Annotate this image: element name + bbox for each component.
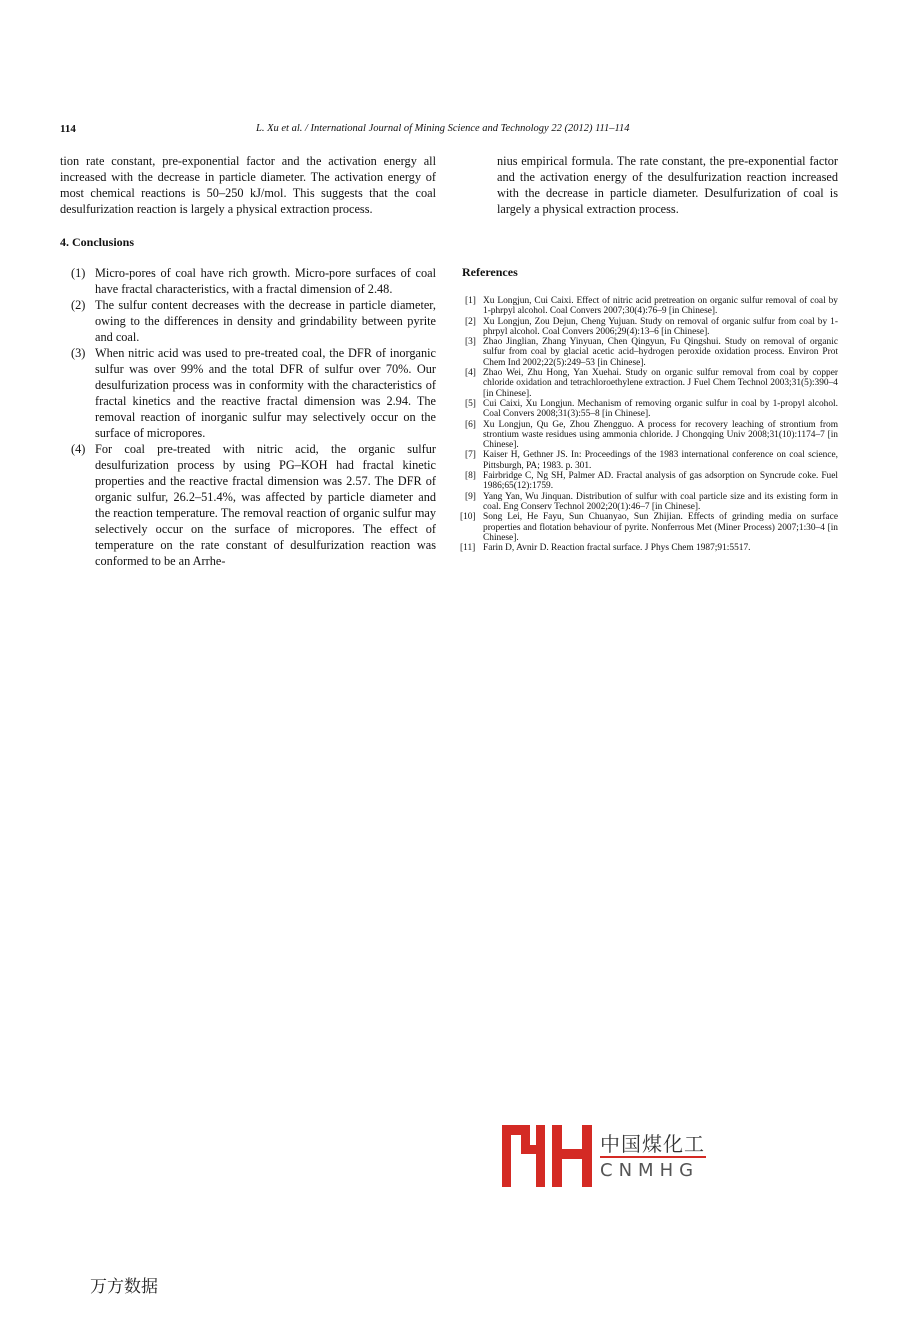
reference-item (462, 471, 838, 492)
reference-text: Fairbridge C, Ng SH, Palmer AD. Fractal analysis of gas adsorption on Syncrude coke. Fuel 1986;65(12):1759. (483, 471, 838, 492)
item-number: (1) (71, 266, 86, 280)
reference-number: [4] (465, 368, 476, 379)
reference-text: Farin D, Avnir D. Reaction fractal surface. J Phys Chem 1987;91:5517. (483, 543, 751, 554)
reference-number: [5] (465, 398, 476, 409)
reference-item (462, 399, 838, 420)
reference-text: Xu Longjun, Qu Ge, Zhou Zhengguo. A process for recovery leaching of strontium from strontium waste residues using ammonia chloride. J Chongqing Univ 2008;31(10):1174–7 [in Chinese]. (483, 419, 838, 451)
right-column (497, 153, 838, 217)
section-heading-conclusions: 4. Conclusions (60, 235, 135, 249)
conclusion-item (60, 441, 436, 569)
reference-text: Xu Longjun, Zou Dejun, Cheng Yujuan. Study on removal of organic sulfur from coal by 1-phrpyl alcohol. Coal Convers 2006;29(4):13–6 [in Chinese]. (483, 316, 838, 337)
footer-watermark: 万方数据 (90, 1277, 158, 1297)
reference-item (462, 543, 838, 553)
item-number: (4) (71, 442, 86, 456)
page-number: 114 (60, 123, 76, 135)
reference-number: [9] (465, 491, 476, 502)
reference-text: Zhao Jinglian, Zhang Yinyuan, Chen Qingyun, Fu Qingshui. Study on removal of organic sulfur from coal by glacial acetic acid–hydrogen peroxide oxidation process. Environ Prot Chem Ind 2002;22(5):249–53 [in Chinese]. (483, 337, 838, 368)
reference-number: [11] (460, 543, 476, 554)
logo-chinese-text: 中国煤化工 (600, 1132, 705, 1156)
reference-item (462, 317, 838, 338)
reference-number: [1] (465, 296, 476, 306)
reference-item (462, 296, 838, 317)
references-list (462, 296, 838, 553)
references-heading: References (462, 265, 518, 279)
conclusion-item (60, 345, 436, 441)
reference-text: Yang Yan, Wu Jinquan. Distribution of sulfur with coal particle size and its existing form in coal. Eng Conserv Technol 2002;20(1):46–7 [in Chinese]. (483, 491, 838, 512)
intro-paragraph: tion rate constant, pre-exponential factor and the activation energy all increased with the decrease in particle diameter. The activation energy of most chemical reactions is 50–250 kJ/mol. This suggests that the coal desulfurization reaction is largely a physical extraction process. (60, 154, 436, 216)
running-head: L. Xu et al. / International Journal of Mining Science and Technology 22 (2012) 111–114 (256, 123, 630, 134)
item-number: (2) (71, 298, 86, 312)
item-text: When nitric acid was used to pre-treated coal, the DFR of inorganic sulfur was over 99% and the total DFR of sulfur over 70%. Our desulfurization process was in conformity with the characteristics of fractal kinetics and the reactive fractal dimension was 2.94. The removal reaction of inorganic sulfur may selectively occur on the surface of micropores. (95, 346, 436, 440)
reference-item (462, 337, 838, 368)
item-text: For coal pre-treated with nitric acid, the organic sulfur desulfurization process by using PG–KOH had fractal kinetic properties and the reactive fractal dimension was 2.57. The DFR of organic sulfur, 26.2–51.4%, was affected by particle diameter and the reaction temperature. The removal reaction of organic sulfur may selectively occur on the surface of micropores. The effect of temperature on the rate constant of desulfurization reaction was conformed to be an Arrhe- (95, 442, 436, 568)
left-column (60, 153, 436, 569)
reference-item (462, 492, 838, 513)
reference-number: [7] (465, 450, 476, 461)
reference-text: Cui Caixi, Xu Longjun. Mechanism of removing organic sulfur in coal by 1-propyl alcohol. Coal Convers 2008;31(3):55–8 [in Chinese]. (483, 398, 838, 420)
cnmhg-logo-mark (502, 1125, 594, 1187)
reference-text: Kaiser H, Gethner JS. In: Proceedings of the 1983 international conference on coal science, Pittsburgh, PA; 1983. p. 301. (483, 450, 838, 471)
logo-divider (600, 1156, 706, 1158)
logo-english-text: CNMHG (600, 1160, 700, 1181)
reference-number: [8] (465, 471, 476, 482)
reference-item (462, 512, 838, 543)
conclusions-list (60, 265, 436, 569)
reference-item (462, 420, 838, 451)
reference-number: [10] (460, 512, 476, 523)
conclusion-item (60, 265, 436, 297)
reference-number: [6] (465, 419, 476, 430)
reference-number: [2] (465, 316, 476, 327)
reference-text: Zhao Wei, Zhu Hong, Yan Xuehai. Study on organic sulfur removal from coal by copper chloride oxidation and tetrachloroethylene extraction. J Fuel Chem Technol 2003;31(5):390–4 [in Chinese]. (483, 368, 838, 399)
item-text: Micro-pores of coal have rich growth. Micro-pore surfaces of coal have fractal characteristics, with a fractal dimension of 2.48. (95, 266, 436, 296)
reference-text: Xu Longjun, Cui Caixi. Effect of nitric acid pretreation on organic sulfur removal of coal by 1-phrpyl alcohol. Coal Convers 2007;30(4):76–9 [in Chinese]. (483, 296, 838, 317)
reference-item (462, 450, 838, 471)
reference-item (462, 368, 838, 399)
reference-number: [3] (465, 337, 476, 348)
conclusion-item (60, 297, 436, 345)
continuation-paragraph: nius empirical formula. The rate constant, the pre-exponential factor and the activation energy of the desulfurization reaction increased with the decrease in particle diameter. Desulfurization of coal is largely a physical extraction process. (497, 154, 838, 216)
reference-text: Song Lei, He Fayu, Sun Chuanyao, Sun Zhijian. Effects of grinding media on surface properties and flotation behaviour of pyrite. Nonferrous Met (Miner Process) 2007;1:30–4 [in Chinese]. (483, 512, 838, 543)
item-text: The sulfur content decreases with the decrease in particle diameter, owing to the differences in density and grindability between pyrite and coal. (95, 298, 436, 344)
item-number: (3) (71, 346, 86, 360)
